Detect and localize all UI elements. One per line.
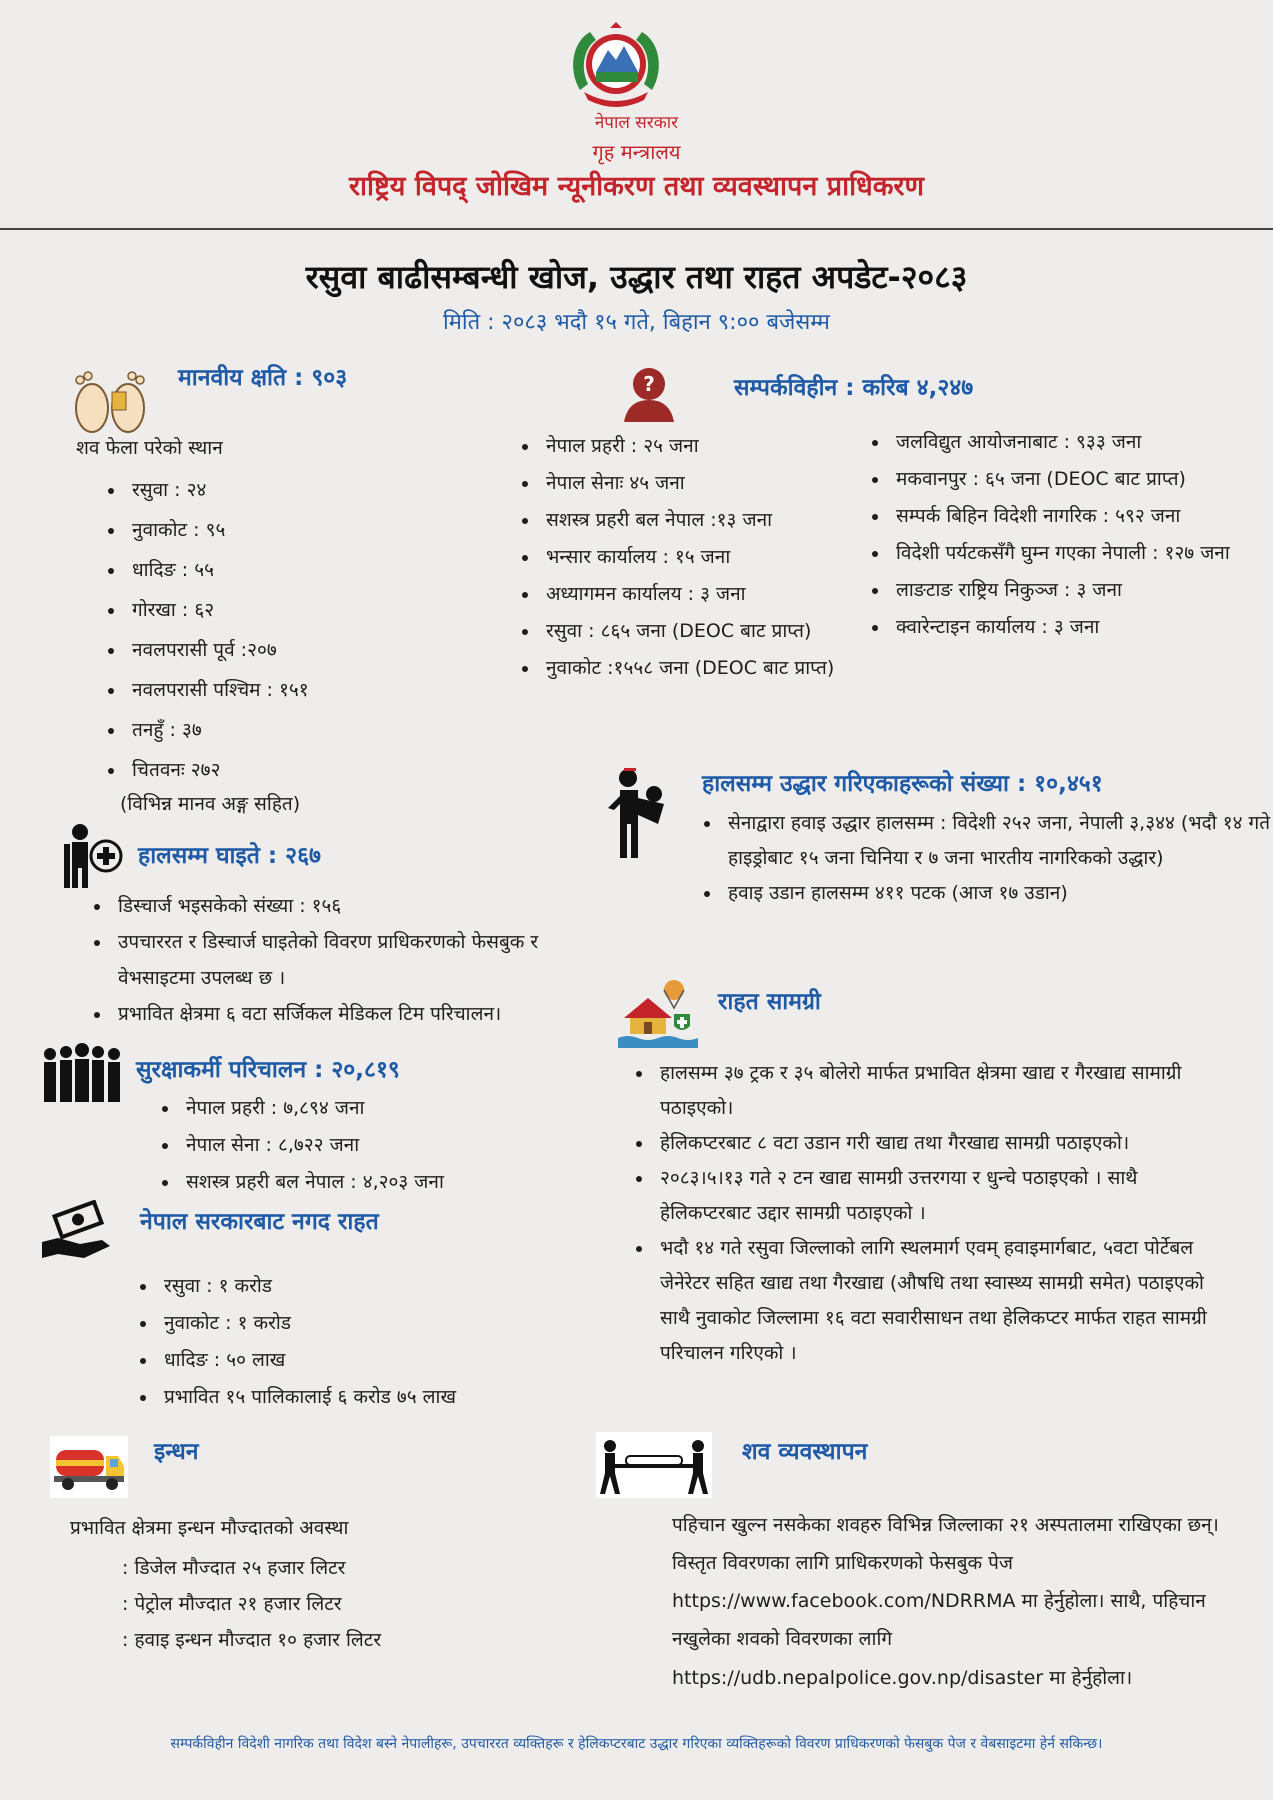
report-title: रसुवा बाढीसम्बन्धी खोज, उद्धार तथा राहत अपडेट-२०८३ <box>305 258 968 296</box>
list-item: • नेपाल सेनाः ४५ जना <box>540 465 860 502</box>
list-item: • क्वारेन्टाइन कार्यालय : ३ जना <box>890 609 1273 646</box>
header-divider <box>0 228 1273 230</box>
cash-list <box>134 1268 456 1416</box>
list-item: : हवाइ इन्धन मौज्दात १० हजार लिटर <box>122 1629 382 1651</box>
injured-person-icon <box>62 822 126 888</box>
bodies-link-text: https://udb.nepalpolice.gov.np/disaster मा हेर्नुहोला। <box>672 1667 1133 1689</box>
security-personnel-icon <box>40 1042 124 1104</box>
list-item: • भदौ १४ गते रसुवा जिल्लाको लागि स्थलमार्ग एवम् हवाइमार्गबाट, ५वटा पोर्टेबल जेनेरेटर सहित खाद्य तथा गैरखाद्य (औषधि तथा स्वास्थ्य सामग्री समेत) पठाइएको साथै नुवाकोट जिल्लामा १६ वटा सवारीसाधन तथा हेलिकप्टर मार्फत राहत सामग्री परिचालन गरिएको । <box>654 1231 1234 1371</box>
missing-title: सम्पर्कविहीन : करिब ४,२४७ <box>734 375 974 401</box>
deaths-subtitle: शव फेला परेको स्थान <box>76 437 223 459</box>
list-item: • नेपाल प्रहरी : २५ जना <box>540 428 860 465</box>
list-item: • प्रभावित क्षेत्रमा ६ वटा सर्जिकल मेडिकल टिम परिचालन। <box>112 996 612 1032</box>
svg-text:?: ? <box>643 372 655 396</box>
cash-hand-icon <box>40 1200 116 1266</box>
gov-name: नेपाल सरकार <box>594 113 679 133</box>
list-item: • नुवाकोट : ९५ <box>126 510 309 550</box>
rescued-title: हालसम्म उद्धार गरिएकाहरूको संख्या : १०,४५१ <box>702 771 1103 797</box>
list-item: • डिस्चार्ज भइसकेको संख्या : १५६ <box>112 888 612 924</box>
rescue-person-icon <box>606 764 670 860</box>
deaths-title: मानवीय क्षति : ९०३ <box>178 365 348 391</box>
security-title: सुरक्षाकर्मी परिचालन : २०,८१९ <box>136 1057 400 1083</box>
list-item: • भन्सार कार्यालय : १५ जना <box>540 539 860 576</box>
footer-note: सम्पर्कविहीन विदेशी नागरिक तथा विदेश बस्ने नेपालीहरू, उपचाररत व्यक्तिहरू र हेलिकप्टरबाट उद्धार गरिएका व्यक्तिहरूको विवरण प्राधिकरणको फेसबुक पेज र वेबसाइटमा हेर्न सकिन्छ। <box>170 1736 1103 1752</box>
injured-list <box>88 888 612 1032</box>
list-item: • रसुवा : ८६५ जना (DEOC बाट प्राप्त) <box>540 613 860 650</box>
list-item: • नेपाल सेना : ८,७२२ जना <box>180 1127 444 1164</box>
list-item: • प्रभावित १५ पालिकालाई ६ करोड ७५ लाख <box>158 1379 456 1416</box>
list-item: • नवलपरासी पश्चिम : १५१ <box>126 670 309 710</box>
nepal-emblem-icon <box>566 20 666 108</box>
deaths-note: (विभिन्न मानव अङ्ग सहित) <box>120 793 301 815</box>
list-item: • सशस्त्र प्रहरी बल नेपाल :१३ जना <box>540 502 860 539</box>
list-item: • हवाइ उडान हालसम्म ४११ पटक (आज १७ उडान) <box>722 876 1273 911</box>
bodies-title: शव व्यवस्थापन <box>742 1439 868 1465</box>
list-item: • चितवनः २७२ <box>126 750 309 790</box>
list-item: : पेट्रोल मौज्दात २१ हजार लिटर <box>122 1593 342 1615</box>
cash-title: नेपाल सरकारबाट नगद राहत <box>140 1209 379 1235</box>
feet-tag-icon <box>66 366 154 436</box>
missing-list-right <box>866 424 1273 646</box>
list-item: • नुवाकोट :१५५८ जना (DEOC बाट प्राप्त) <box>540 650 860 687</box>
list-item: • गोरखा : ६२ <box>126 590 309 630</box>
list-item: • सशस्त्र प्रहरी बल नेपाल : ४,२०३ जना <box>180 1164 444 1201</box>
list-item: • अध्यागमन कार्यालय : ३ जना <box>540 576 860 613</box>
fuel-intro: प्रभावित क्षेत्रमा इन्धन मौज्दातको अवस्था <box>70 1517 349 1539</box>
fuel-tanker-icon <box>50 1436 128 1498</box>
list-item: • धादिङ : ५५ <box>126 550 309 590</box>
bodies-text: पहिचान खुल्न नसकेका शवहरु विभिन्न जिल्लाका २१ अस्पतालमा राखिएका छन्। विस्तृत विवरणका लागि प्राधिकरणको फेसबुक पेज https://www.facebook.com/NDRRMA मा हेर्नुहोला। साथै, पहिचान नखुलेका शवको विवरणका लागि <box>672 1514 1219 1650</box>
security-list <box>156 1090 444 1201</box>
missing-person-icon <box>620 364 678 424</box>
list-item: • नेपाल प्रहरी : ७,८९४ जना <box>180 1090 444 1127</box>
list-item: • हेलिकप्टरबाट ८ वटा उडान गरी खाद्य तथा गैरखाद्य सामग्री पठाइएको। <box>654 1126 1234 1161</box>
list-item: • रसुवा : २४ <box>126 470 309 510</box>
ministry-name: गृह मन्त्रालय <box>592 140 681 164</box>
relief-list <box>630 1056 1234 1371</box>
list-item: • तनहुँ : ३७ <box>126 710 309 750</box>
list-item: • सम्पर्क बिहिन विदेशी नागरिक : ५९२ जना <box>890 498 1273 535</box>
fuel-list <box>122 1550 381 1658</box>
stretcher-icon <box>596 1432 712 1498</box>
missing-list-left <box>516 428 860 687</box>
list-item: • २०८३।५।१३ गते २ टन खाद्य सामग्री उत्तरगया र धुन्चे पठाइएको । साथै हेलिकप्टरबाट उद्दार सामग्री पठाइएको । <box>654 1161 1234 1231</box>
list-item: • विदेशी पर्यटकसँगै घुम्न गएका नेपाली : १२७ जना <box>890 535 1273 572</box>
relief-title: राहत सामग्री <box>718 989 821 1015</box>
list-item: : डिजेल मौज्दात २५ हजार लिटर <box>122 1557 346 1579</box>
deaths-list <box>102 470 309 790</box>
report-date: मिति : २०८३ भदौ १५ गते, बिहान ९:०० बजेसम्म <box>443 310 830 335</box>
list-item: • नवलपरासी पूर्व :२०७ <box>126 630 309 670</box>
list-item: • हालसम्म ३७ ट्रक र ३५ बोलेरो मार्फत प्रभावित क्षेत्रमा खाद्य र गैरखाद्य सामाग्री पठाइएको। <box>654 1056 1234 1126</box>
list-item: • मकवानपुर : ६५ जना (DEOC बाट प्राप्त) <box>890 461 1273 498</box>
rescued-list <box>698 806 1273 911</box>
list-item: • जलविद्युत आयोजनाबाट : ९३३ जना <box>890 424 1273 461</box>
list-item: • सेनाद्वारा हवाइ उद्धार हालसम्म : विदेशी २५२ जना, नेपाली ३,३४४ (भदौ १४ गते हाइड्रोबाट १५ जना चिनिया र ७ जना भारतीय नागरिकको उद्धार) <box>722 806 1273 876</box>
list-item: • नुवाकोट : १ करोड <box>158 1305 456 1342</box>
list-item: • धादिङ : ५० लाख <box>158 1342 456 1379</box>
relief-house-icon <box>618 978 698 1048</box>
list-item: • लाङटाङ राष्ट्रिय निकुञ्ज : ३ जना <box>890 572 1273 609</box>
list-item: • रसुवा : १ करोड <box>158 1268 456 1305</box>
authority-name: राष्ट्रिय विपद् जोखिम न्यूनीकरण तथा व्यवस्थापन प्राधिकरण <box>348 171 924 202</box>
list-item: • उपचाररत र डिस्चार्ज घाइतेको विवरण प्राधिकरणको फेसबुक र वेभसाइटमा उपलब्ध छ । <box>112 924 612 996</box>
fuel-title: इन्धन <box>154 1439 199 1465</box>
injured-title: हालसम्म घाइते : २६७ <box>138 843 321 869</box>
